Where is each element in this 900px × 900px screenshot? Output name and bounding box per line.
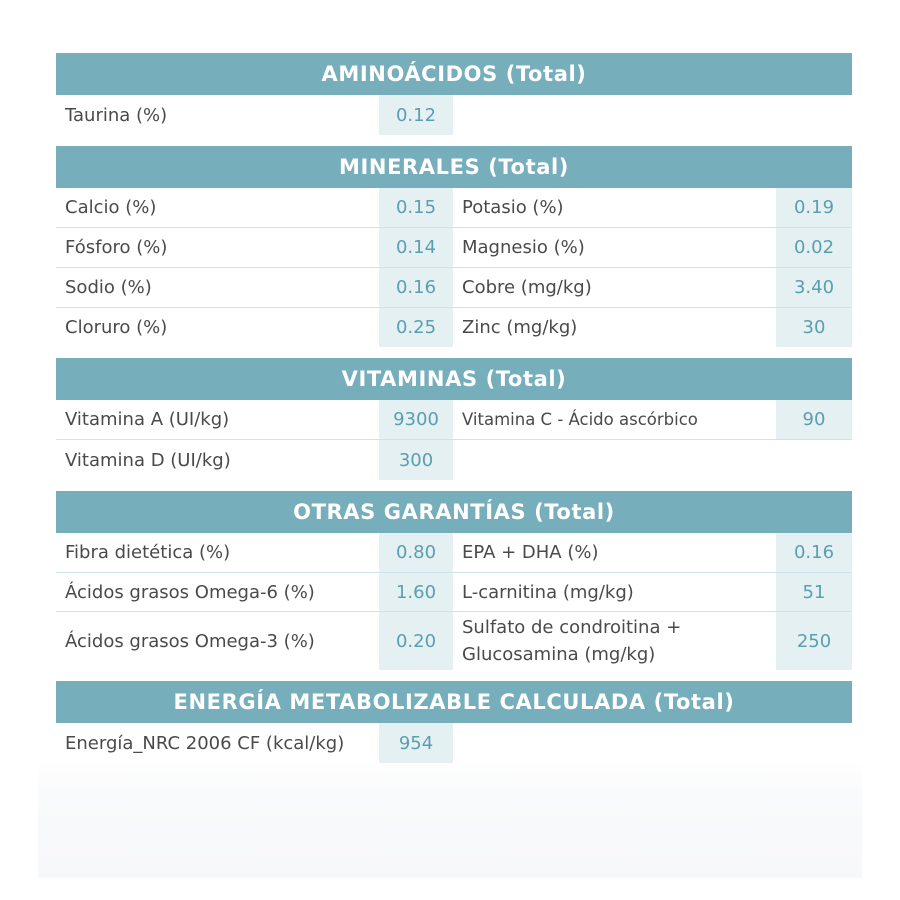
row-value: 0.15: [379, 188, 453, 227]
table-row: [56, 612, 852, 670]
row-label-2: Vitamina C - Ácido ascórbico: [462, 410, 698, 429]
row-label: Vitamina A (UI/kg): [65, 409, 230, 430]
row-label: Ácidos grasos Omega-3 (%): [65, 630, 315, 652]
section-vitaminas: [56, 358, 852, 480]
row-value: 300: [379, 440, 453, 480]
row-value-2: 0.02: [776, 228, 852, 267]
row-label: Sodio (%): [65, 277, 152, 298]
table-row: [56, 440, 852, 480]
row-value: 0.80: [379, 533, 453, 572]
section-minerales: [56, 146, 852, 347]
row-label: Fósforo (%): [65, 237, 168, 258]
table-row: [56, 268, 852, 308]
row-label: Calcio (%): [65, 197, 157, 218]
row-label-2-line-1: Sulfato de condroitina +: [462, 617, 682, 638]
row-value: 0.12: [379, 95, 453, 135]
row-label: Ácidos grasos Omega-6 (%): [65, 581, 315, 603]
row-label-2: Zinc (mg/kg): [462, 317, 578, 338]
row-value-2: 30: [776, 308, 852, 347]
row-value: 0.20: [379, 612, 453, 670]
row-value: 954: [379, 723, 453, 763]
section-energia: [56, 681, 852, 763]
section-aminoacidos: [56, 53, 852, 135]
table-row: [56, 573, 852, 612]
row-label-2: EPA + DHA (%): [462, 542, 599, 563]
table-row: [56, 533, 852, 573]
row-value-2: 51: [776, 573, 852, 611]
row-value-2: 250: [776, 612, 852, 670]
section-header: ENERGÍA METABOLIZABLE CALCULADA (Total): [56, 681, 852, 723]
row-label-2: L-carnitina (mg/kg): [462, 581, 634, 603]
row-value: 1.60: [379, 573, 453, 611]
section-otras-garantias: [56, 491, 852, 670]
row-label-2: [453, 612, 776, 670]
row-value-2: 0.16: [776, 533, 852, 572]
row-value: 0.25: [379, 308, 453, 347]
row-value: 0.16: [379, 268, 453, 307]
table-row: [56, 308, 852, 347]
row-value-2: 0.19: [776, 188, 852, 227]
section-header: MINERALES (Total): [56, 146, 852, 188]
table-row: [56, 400, 852, 440]
row-label-2: Magnesio (%): [462, 237, 585, 258]
row-value: 9300: [379, 400, 453, 439]
row-label-2: Potasio (%): [462, 197, 564, 218]
table-row: [56, 95, 852, 135]
background-shadow: [38, 760, 862, 878]
section-header: VITAMINAS (Total): [56, 358, 852, 400]
row-label: Energía_NRC 2006 CF (kcal/kg): [65, 732, 345, 754]
row-label-2: Cobre (mg/kg): [462, 277, 592, 298]
table-row: [56, 188, 852, 228]
row-label-2-line-2: Glucosamina (mg/kg): [462, 644, 656, 665]
row-value: 0.14: [379, 228, 453, 267]
nutrition-table: [56, 53, 852, 774]
row-value-2: 3.40: [776, 268, 852, 307]
table-row: [56, 228, 852, 268]
row-label: Fibra dietética (%): [65, 542, 231, 563]
section-header: OTRAS GARANTÍAS (Total): [56, 491, 852, 533]
row-label: Taurina (%): [65, 104, 168, 126]
row-label: Vitamina D (UI/kg): [65, 449, 231, 471]
row-label: Cloruro (%): [65, 317, 168, 338]
section-header: AMINOÁCIDOS (Total): [56, 53, 852, 95]
row-value-2: 90: [776, 400, 852, 439]
table-row: [56, 723, 852, 763]
